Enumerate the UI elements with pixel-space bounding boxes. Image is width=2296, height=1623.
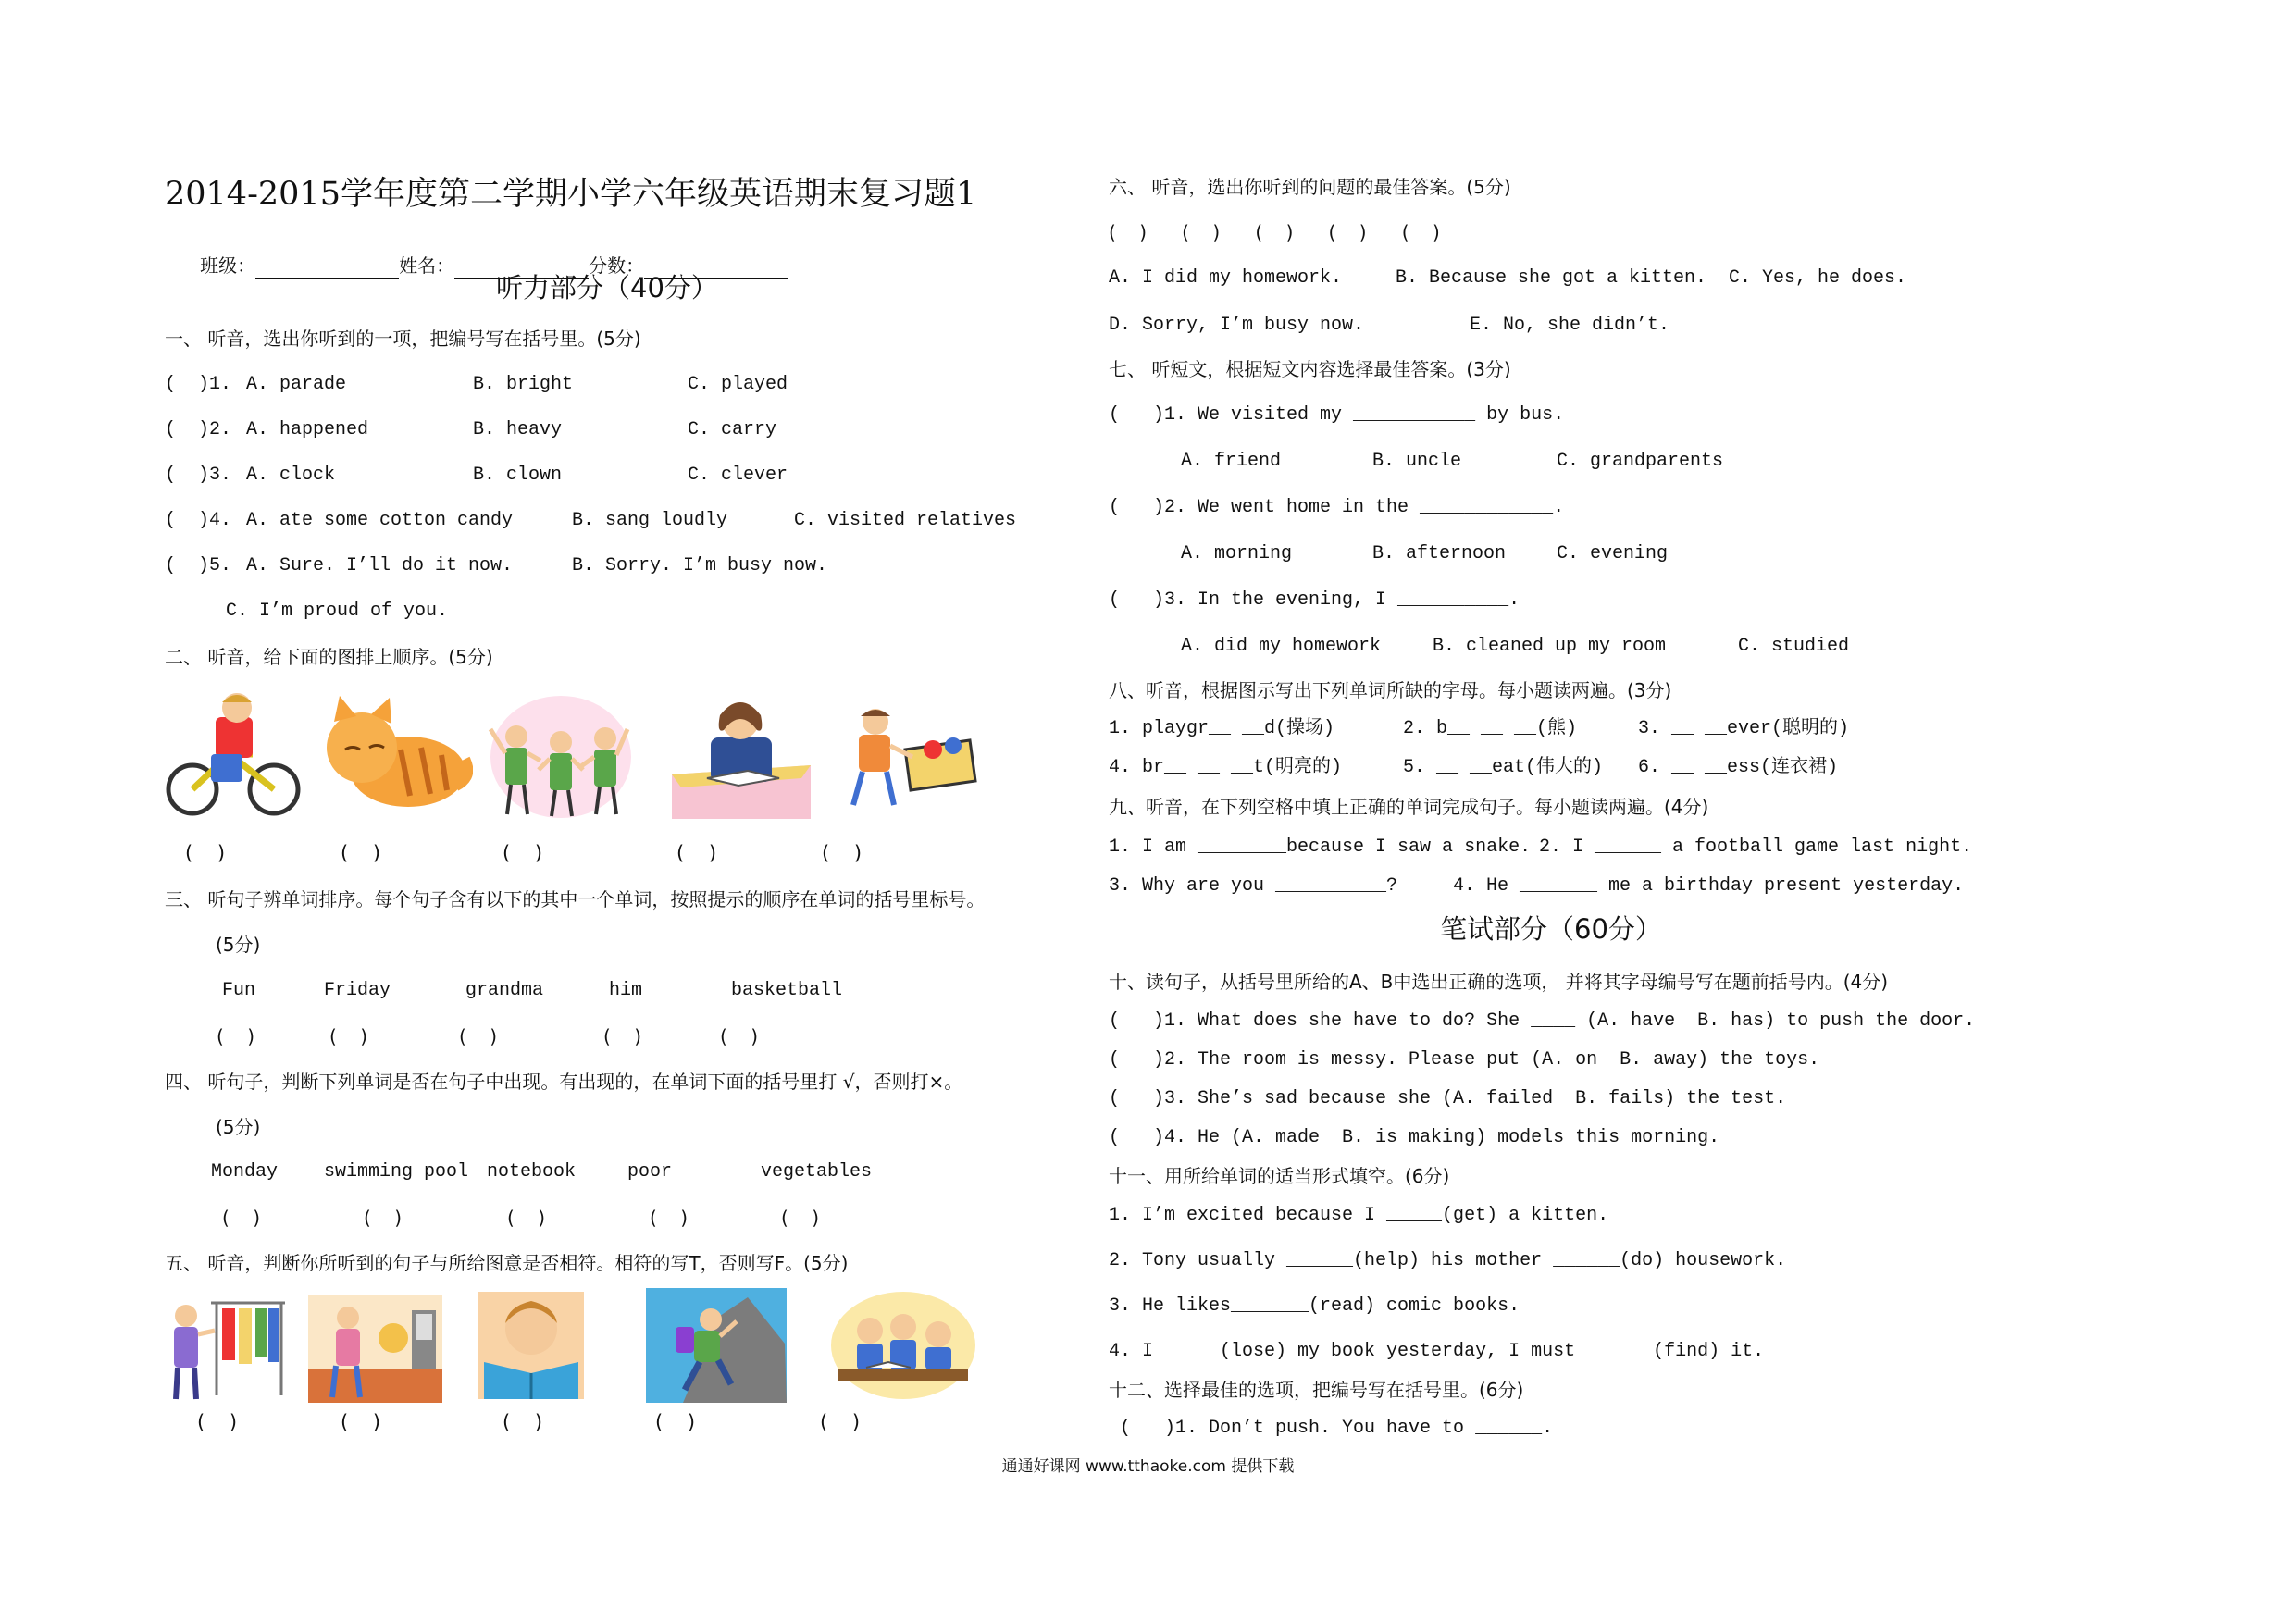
listening-title: 听力部分（40分） <box>496 272 718 304</box>
s3-heading: 三、 听句子辨单词排序。每个句子含有以下的其中一个单词，按照提示的顺序在单词的括号里标号。 <box>165 888 986 911</box>
s5-paren-5[interactable]: ( ) <box>820 1411 861 1433</box>
boy-climbing-rock-picture <box>646 1288 787 1403</box>
class-label: 班级： <box>200 254 256 277</box>
s3-word-5: basketball <box>731 980 843 1001</box>
s12-heading: 十二、选择最佳的选项，把编号写在括号里。(6分) <box>1109 1379 1524 1401</box>
score-label: 分数： <box>589 254 645 277</box>
s3-points: (5分) <box>216 934 261 956</box>
s7-q3: ( )3. In the evening, I __________. <box>1109 589 1520 611</box>
s5-paren-1[interactable]: ( ) <box>197 1411 238 1433</box>
girl-fridge-picture <box>308 1295 442 1403</box>
s4-paren-1[interactable]: ( ) <box>222 1207 261 1229</box>
s2-paren-2[interactable]: ( ) <box>341 842 381 864</box>
s10-item-4: ( )4. He (A. made B. is making) models this morning. <box>1109 1127 1720 1148</box>
s4-word-1: Monday <box>211 1161 279 1183</box>
s4-heading: 四、 听句子，判断下列单词是否在句子中出现。有出现的，在单词下面的括号里打 √，否则打×。 <box>165 1071 963 1093</box>
s1-heading: 一、 听音，选出你听到的一项，把编号写在括号里。(5分) <box>165 328 641 350</box>
s2-paren-1[interactable]: ( ) <box>185 842 226 864</box>
s4-word-5: vegetables <box>761 1161 873 1183</box>
s3-paren-3[interactable]: ( ) <box>459 1025 498 1047</box>
s3-paren-2[interactable]: ( ) <box>329 1025 368 1047</box>
s11-item-2: 2. Tony usually ______(help) his mother ______(do) housework. <box>1109 1250 1787 1271</box>
s2-heading: 二、 听音，给下面的图排上顺序。(5分) <box>165 646 493 668</box>
s10-item-2: ( )2. The room is messy. Please put (A. on B. away) the toys. <box>1109 1049 1820 1071</box>
kids-dancing-picture <box>487 692 635 822</box>
s5-paren-2[interactable]: ( ) <box>341 1411 381 1433</box>
s6-option-e: E. No, she didn’t. <box>1470 315 1670 336</box>
s2-paren-5[interactable]: ( ) <box>822 842 863 864</box>
s10-heading: 十、读句子，从括号里所给的A、B中选出正确的选项， 并将其字母编号写在题前括号内。(4分) <box>1109 971 1889 993</box>
s8-heading: 八、听音，根据图示写出下列单词所缺的字母。每小题读两遍。(3分) <box>1109 679 1672 701</box>
page-footer: 通通好课网 www.tthaoke.com 提供下载 <box>1001 1457 1295 1476</box>
kids-at-desk-picture <box>829 1290 977 1403</box>
s10-item-3: ( )3. She’s sad because she (A. failed B. fails) the test. <box>1109 1088 1787 1109</box>
s3-word-1: Fun <box>222 980 256 1001</box>
s5-heading: 五、 听音，判断你所听到的句子与所给图意是否相符。相符的写T，否则写F。(5分) <box>165 1252 849 1274</box>
s6-parens[interactable]: ( ) ( ) ( ) ( ) ( ) <box>1109 221 1440 243</box>
s11-item-1: 1. I’m excited because I _____(get) a kitten. <box>1109 1205 1609 1226</box>
class-blank[interactable] <box>255 257 399 279</box>
s3-paren-4[interactable]: ( ) <box>603 1025 642 1047</box>
sleeping-cat-picture <box>317 694 473 812</box>
s4-word-2: swimming pool <box>324 1161 469 1183</box>
s11-item-3: 3. He likes_______(read) comic books. <box>1109 1295 1520 1317</box>
page-title: 2014-2015学年度第二学期小学六年级英语期末复习题1 <box>165 176 977 213</box>
s5-paren-4[interactable]: ( ) <box>655 1411 696 1433</box>
boy-reading-book-picture <box>475 1288 588 1403</box>
s3-word-2: Friday <box>324 980 391 1001</box>
boy-riding-bike-picture <box>165 689 304 819</box>
s9-heading: 九、听音，在下列空格中填上正确的单词完成句子。每小题读两遍。(4分) <box>1109 796 1709 818</box>
s11-item-4: 4. I _____(lose) my book yesterday, I must _____ (find) it. <box>1109 1341 1765 1362</box>
s3-paren-1[interactable]: ( ) <box>217 1025 255 1047</box>
s6-option-b: B. Because she got a kitten. <box>1396 267 1707 289</box>
s4-paren-2[interactable]: ( ) <box>364 1207 403 1229</box>
s6-option-a: A. I did my homework. <box>1109 267 1343 289</box>
s4-paren-5[interactable]: ( ) <box>781 1207 820 1229</box>
s7-q2: ( )2. We went home in the ____________. <box>1109 497 1565 518</box>
s11-heading: 十一、用所给单词的适当形式填空。(6分) <box>1109 1165 1450 1187</box>
s2-paren-3[interactable]: ( ) <box>503 842 543 864</box>
s7-q1: ( )1. We visited my ___________ by bus. <box>1109 404 1565 426</box>
s4-paren-4[interactable]: ( ) <box>650 1207 689 1229</box>
s4-word-4: poor <box>627 1161 673 1183</box>
woman-reading-picture <box>672 689 811 819</box>
s4-paren-3[interactable]: ( ) <box>507 1207 546 1229</box>
s12-item-1: ( )1. Don’t push. You have to ______. <box>1120 1418 1554 1439</box>
s6-option-c: C. Yes, he does. <box>1729 267 1907 289</box>
s3-word-4: him <box>609 980 643 1001</box>
written-title: 笔试部分（60分） <box>1440 913 1662 945</box>
s4-word-3: notebook <box>487 1161 577 1183</box>
s4-points: (5分) <box>216 1116 261 1138</box>
s3-word-3: grandma <box>465 980 544 1001</box>
s3-paren-5[interactable]: ( ) <box>720 1025 759 1047</box>
s2-paren-4[interactable]: ( ) <box>676 842 717 864</box>
s5-paren-3[interactable]: ( ) <box>503 1411 543 1433</box>
s10-item-1: ( )1. What does she have to do? She ____ (A. have B. has) to push the door. <box>1109 1010 1976 1032</box>
exam-page: 2014-2015学年度第二学期小学六年级英语期末复习题1 班级： 姓名： 分数： 听力部分（40分） 一、 听音，选出你听到的一项，把编号写在括号里。(5分) ( )1. A. parade B. bright C. played ( )2. A. happened B. heavy C. carry ( )3. A. clock B. clown C. clever ( )4. A. ate some cotton candy B. sang loudly C. visited relatives ( )5. A. Sure. I’ll do it now. B. Sorry. I’m busy now. C. I’m proud of you. 二、 听音，给下面的图排上顺序。(5分) ( ) ( ) ( ) ( ) ( ) 三、 听句子辨单词排序。每个句子含有以下的其中一个单词，按照提示的顺序在单词的括号里标号。 (5分) Fun Friday grandma him basketball ( ) ( ) ( ) ( ) ( ) 四、 听句子，判断下列单词是否在句子中出现。有出现的，在单词下面的括号里打 √，否则打×。 (5分) Monday swimming pool notebook poor vegetables ( ) ( ) ( ) ( ) ( ) 五、 听音，判断你所听到的句子与所给图意是否相符。相符的写T，否则写F。(5分) ( ) ( ) ( ) ( ) ( ) 六、 听音，选出你听到的问题的最佳答案。(5分) ( ) ( ) ( ) ( ) ( ) A. I did my homework. B. Because she got a kitten. C. Yes, he does. D. Sorry, I’m busy now. E. No, she didn’t. 七、 听短文，根据短文内容选择最佳答案。(3分) ( )1. We visited my ___________ by bus. A. friend B. uncle C. grandparents ( )2. We went home in the ____________. A. morning B. afternoon C. evening ( )3. In the evening, I __________. A. did my homework B. cleaned up my room C. studied 八、听音，根据图示写出下列单词所缺的字母。每小题读两遍。(3分) 1. playgr__ __d(操场) 2. b__ __ __(熊) 3. __ __ever(聪明的) 4. br__ __ __t(明亮的) 5. __ __eat(伟大的) 6. __ __ess(连衣裙) 九、听音，在下列空格中填上正确的单词完成句子。每小题读两遍。(4分) 1. I am ________because I saw a snake. 2. I ______ a football game last night. 3. Why are you __________? 4. He _______ me a birthday present yesterday. 笔试部分（60分） 十、读句子，从括号里所给的A、B中选出正确的选项， 并将其字母编号写在题前括号内。(4分) ( )1. What does she have to do? She ____ (A. have B. has) to push the door. ( )2. The room is messy. Please put (A. on B. away) the toys. ( )3. She’s sad because she (A. failed B. fails) the test. ( )4. He (A. made B. is making) models this morning. 十一、用所给单词的适当形式填空。(6分) 1. I’m excited because I _____(get) a kitten. 2. Tony usually ______(help) his mother ______(do) housework. 3. He likes_______(read) comic books. 4. I _____(lose) my book yesterday, I must _____ (find) it. 十二、选择最佳的选项，把编号写在括号里。(6分) ( )1. Don’t push. You have to ______. 通通好课网 www.tthaoke.com 提供下载 <box>0 0 2296 1623</box>
s7-heading: 七、 听短文，根据短文内容选择最佳答案。(3分) <box>1109 358 1511 380</box>
s1-item-5-c: C. I’m proud of you. <box>226 601 449 622</box>
girl-cleaning-toys-picture <box>840 703 979 812</box>
s6-heading: 六、 听音，选出你听到的问题的最佳答案。(5分) <box>1109 176 1511 198</box>
s6-option-d: D. Sorry, I’m busy now. <box>1109 315 1365 336</box>
man-clothes-rack-picture <box>165 1294 290 1403</box>
name-label: 姓名： <box>399 254 455 277</box>
